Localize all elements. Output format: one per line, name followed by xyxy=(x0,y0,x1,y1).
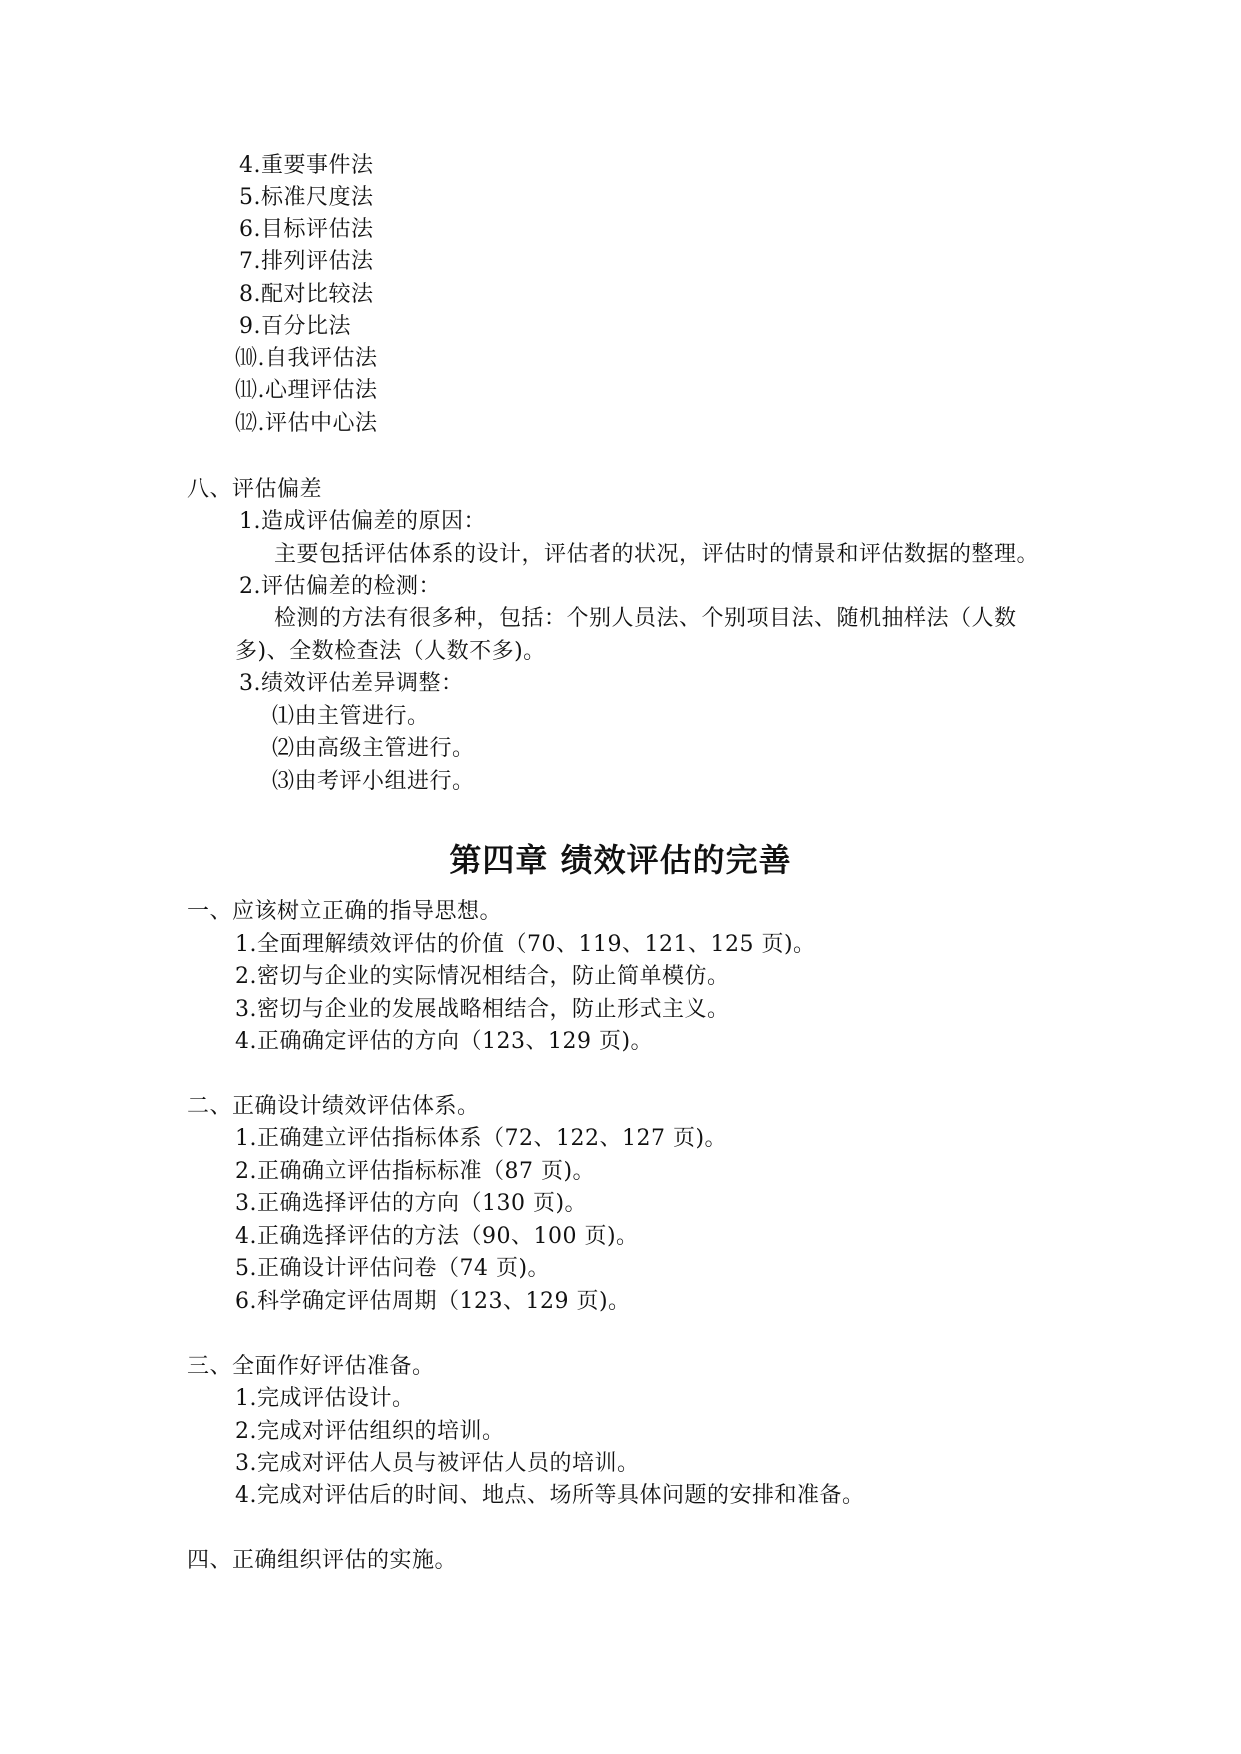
section-8-title: 八、评估偏差 xyxy=(187,477,323,502)
part-2-title: 二、正确设计绩效评估体系。 xyxy=(187,1094,480,1119)
method-item: ⑾.心理评估法 xyxy=(235,378,378,403)
section-8-item-3-title: 3.绩效评估差异调整： xyxy=(239,671,464,696)
part-3-item: 4.完成对评估后的时间、地点、场所等具体问题的安排和准备。 xyxy=(235,1483,865,1508)
part-2-item: 2.正确确立评估指标标准（87 页)。 xyxy=(235,1159,596,1184)
section-8-sub-item: ⑵由高级主管进行。 xyxy=(272,736,475,761)
method-item: 8.配对比较法 xyxy=(239,282,374,307)
part-3-item: 1.完成评估设计。 xyxy=(235,1386,415,1411)
part-2-item: 4.正确选择评估的方法（90、100 页)。 xyxy=(235,1224,639,1249)
part-2-item: 5.正确设计评估问卷（74 页)。 xyxy=(235,1256,551,1281)
chapter-title: 第四章 绩效评估的完善 xyxy=(449,841,792,879)
section-8-item-1-title: 1.造成评估偏差的原因： xyxy=(239,509,486,534)
method-item: 7.排列评估法 xyxy=(239,249,374,274)
part-1-item: 1.全面理解绩效评估的价值（70、119、121、125 页)。 xyxy=(235,932,816,957)
part-3-item: 3.完成对评估人员与被评估人员的培训。 xyxy=(235,1451,640,1476)
part-1-item: 4.正确确定评估的方向（123、129 页)。 xyxy=(235,1029,654,1054)
section-8-item-1-body: 主要包括评估体系的设计，评估者的状况，评估时的情景和评估数据的整理。 xyxy=(274,542,1040,567)
part-1-item: 2.密切与企业的实际情况相结合，防止简单模仿。 xyxy=(235,964,730,989)
section-8-sub-item: ⑴由主管进行。 xyxy=(272,704,430,729)
part-1-title: 一、应该树立正确的指导思想。 xyxy=(187,899,503,924)
section-8-item-2-title: 2.评估偏差的检测： xyxy=(239,574,441,599)
part-3-title: 三、全面作好评估准备。 xyxy=(187,1354,435,1379)
part-3-item: 2.完成对评估组织的培训。 xyxy=(235,1419,505,1444)
method-item: 6.目标评估法 xyxy=(239,217,374,242)
section-8-item-2-body-cont: 多)、全数检查法（人数不多)。 xyxy=(235,639,546,664)
method-item: 5.标准尺度法 xyxy=(239,185,374,210)
part-2-item: 6.科学确定评估周期（123、129 页)。 xyxy=(235,1289,631,1314)
section-8-sub-item: ⑶由考评小组进行。 xyxy=(272,769,475,794)
section-8-item-2-body: 检测的方法有很多种，包括：个别人员法、个别项目法、随机抽样法（人数 xyxy=(274,606,1017,631)
method-item: ⑽.自我评估法 xyxy=(235,346,378,371)
method-item: ⑿.评估中心法 xyxy=(235,411,378,436)
part-4-title: 四、正确组织评估的实施。 xyxy=(187,1548,458,1573)
part-2-item: 3.正确选择评估的方向（130 页)。 xyxy=(235,1191,588,1216)
method-item: 4.重要事件法 xyxy=(239,153,374,178)
part-1-item: 3.密切与企业的发展战略相结合，防止形式主义。 xyxy=(235,997,730,1022)
part-2-item: 1.正确建立评估指标体系（72、122、127 页)。 xyxy=(235,1126,728,1151)
method-item: 9.百分比法 xyxy=(239,314,351,339)
